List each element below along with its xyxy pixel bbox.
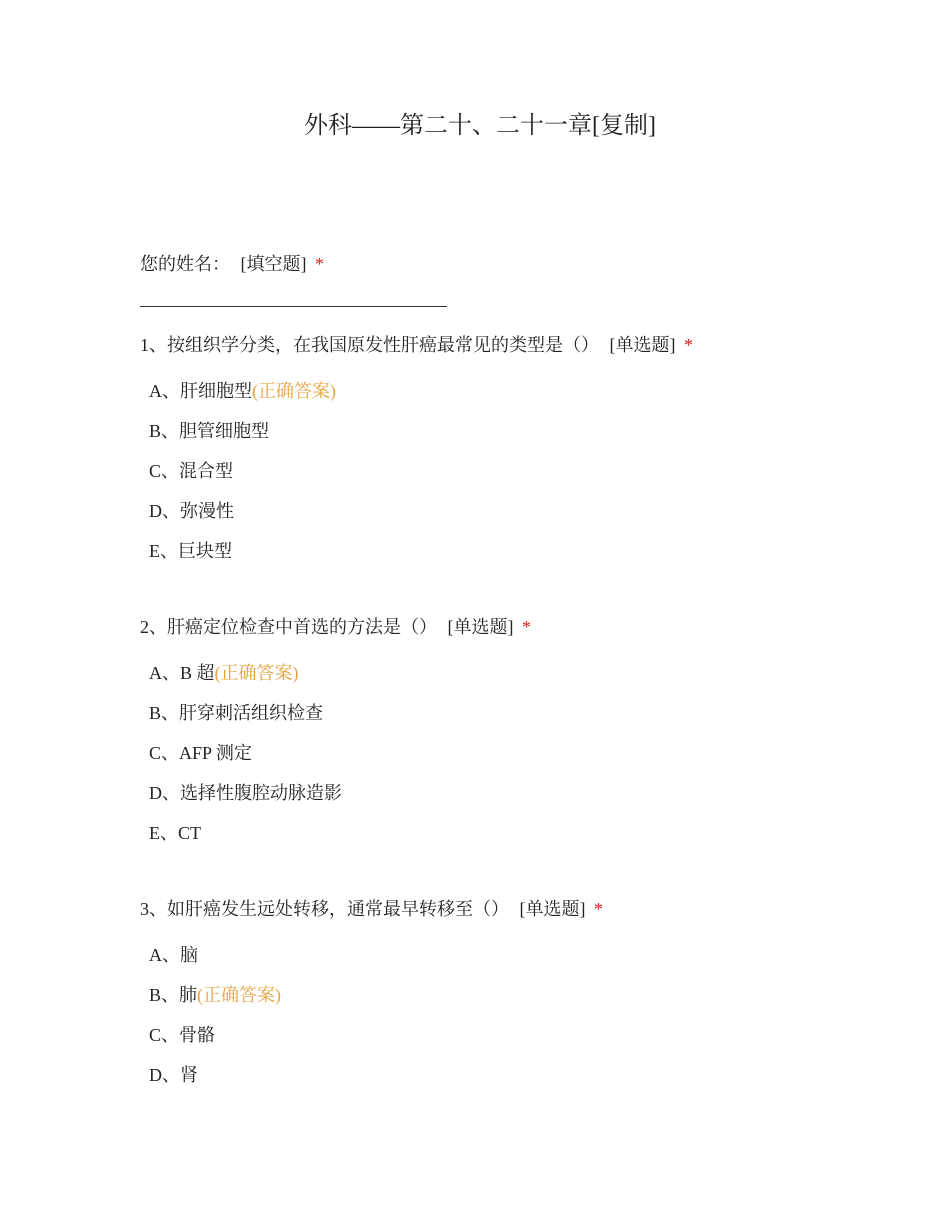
option-text: B、胆管细胞型 bbox=[149, 421, 270, 441]
option[interactable] bbox=[149, 539, 693, 579]
question-text: 2、肝癌定位检查中首选的方法是（） bbox=[140, 617, 437, 637]
option-text: A、肝细胞型 bbox=[149, 381, 252, 401]
correct-answer-mark: (正确答案) bbox=[252, 381, 336, 401]
option-text: B、肝穿刺活组织检查 bbox=[149, 703, 324, 723]
option-text: C、骨骼 bbox=[149, 1025, 216, 1045]
required-mark: * bbox=[594, 899, 603, 919]
question-type: [填空题] bbox=[240, 254, 307, 274]
option-list bbox=[140, 943, 603, 1103]
option[interactable] bbox=[149, 741, 531, 781]
option-text: D、选择性腹腔动脉造影 bbox=[149, 783, 342, 803]
option[interactable] bbox=[149, 661, 531, 701]
question-title bbox=[140, 615, 531, 639]
option[interactable] bbox=[149, 499, 693, 539]
option[interactable] bbox=[149, 419, 693, 459]
question-type: [单选题] bbox=[447, 617, 514, 637]
option[interactable] bbox=[149, 1023, 603, 1063]
option-text: B、肺 bbox=[149, 985, 198, 1005]
option-text: A、脑 bbox=[149, 945, 198, 965]
required-mark: * bbox=[522, 617, 531, 637]
option[interactable] bbox=[149, 701, 531, 741]
option-list bbox=[140, 661, 531, 861]
option[interactable] bbox=[149, 781, 531, 821]
option[interactable] bbox=[149, 983, 603, 1023]
question-3 bbox=[140, 897, 603, 1103]
option[interactable] bbox=[149, 821, 531, 861]
question-1 bbox=[140, 333, 693, 579]
option[interactable] bbox=[149, 1063, 603, 1103]
required-mark: * bbox=[315, 254, 324, 274]
question-type: [单选题] bbox=[519, 899, 586, 919]
option-text: A、B 超 bbox=[149, 663, 215, 683]
question-title bbox=[140, 333, 693, 357]
option-text: E、CT bbox=[149, 823, 201, 843]
page-title: 外科——第二十、二十一章[复制] bbox=[304, 113, 656, 139]
question-text: 1、按组织学分类，在我国原发性肝癌最常见的类型是（） bbox=[140, 335, 599, 355]
question-title bbox=[140, 897, 603, 921]
option-text: D、弥漫性 bbox=[149, 501, 234, 521]
option-list bbox=[140, 379, 693, 579]
option[interactable] bbox=[149, 943, 603, 983]
option[interactable] bbox=[149, 379, 693, 419]
option-text: C、混合型 bbox=[149, 461, 234, 481]
name-answer-blank[interactable] bbox=[140, 306, 447, 307]
question-type: [单选题] bbox=[609, 335, 676, 355]
question-2 bbox=[140, 615, 531, 861]
question-text: 3、如肝癌发生远处转移，通常最早转移至（） bbox=[140, 899, 509, 919]
option[interactable] bbox=[149, 459, 693, 499]
name-question-label: 您的姓名： bbox=[140, 254, 230, 274]
correct-answer-mark: (正确答案) bbox=[214, 663, 299, 683]
required-mark: * bbox=[684, 335, 693, 355]
option-text: C、AFP 测定 bbox=[149, 743, 252, 763]
option-text: E、巨块型 bbox=[149, 541, 232, 561]
option-text: D、肾 bbox=[149, 1065, 198, 1085]
name-question-title bbox=[140, 252, 324, 276]
correct-answer-mark: (正确答案) bbox=[197, 985, 282, 1005]
